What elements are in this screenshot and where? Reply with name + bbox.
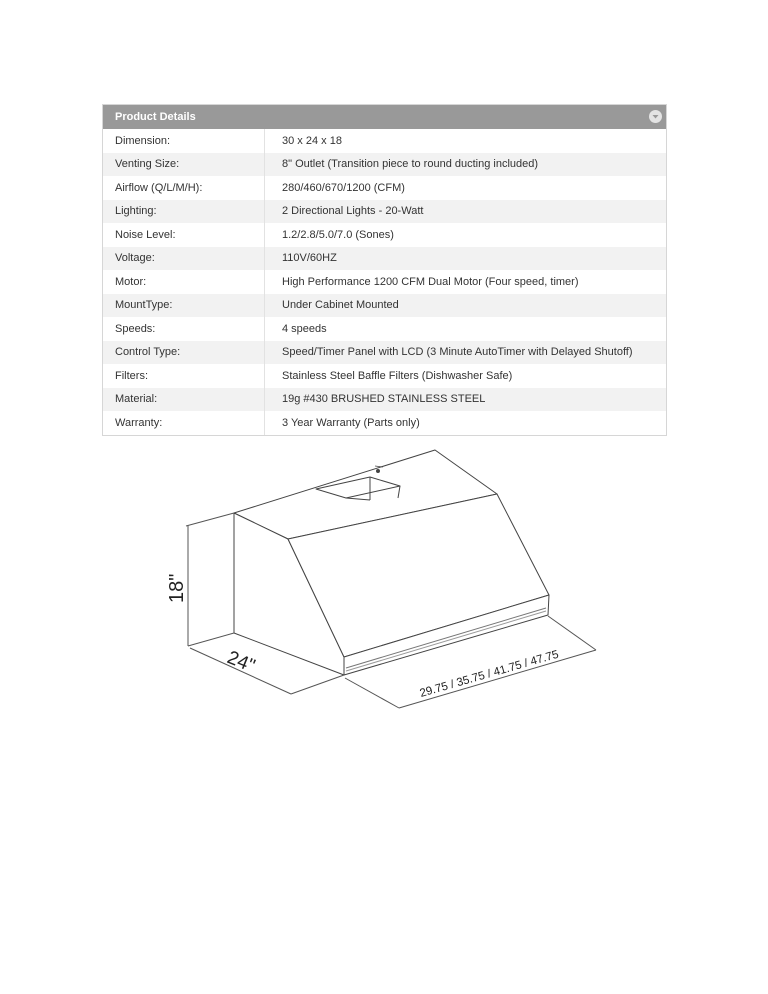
- row-value: 2 Directional Lights - 20-Watt: [282, 205, 424, 218]
- row-value: 110V/60HZ: [282, 252, 337, 265]
- row-label: Material:: [103, 388, 265, 412]
- table-row: [103, 223, 666, 247]
- row-value: High Performance 1200 CFM Dual Motor (Four speed, timer): [282, 275, 579, 288]
- row-label: Noise Level:: [103, 223, 265, 247]
- table-row: [103, 247, 666, 271]
- row-label: Airflow (Q/L/M/H):: [103, 176, 265, 200]
- collapse-toggle-icon[interactable]: [649, 110, 662, 123]
- depth-dimension-label: 24": [224, 647, 258, 678]
- table-row: [103, 153, 666, 177]
- row-value: 3 Year Warranty (Parts only): [282, 416, 420, 429]
- row-value: 19g #430 BRUSHED STAINLESS STEEL: [282, 393, 486, 406]
- table-row: [103, 200, 666, 224]
- table-row: [103, 388, 666, 412]
- row-value: 280/460/670/1200 (CFM): [282, 181, 405, 194]
- table-row: [103, 411, 666, 435]
- table-row: [103, 270, 666, 294]
- row-value: Under Cabinet Mounted: [282, 299, 399, 312]
- table-row: [103, 176, 666, 200]
- row-label: Dimension:: [103, 129, 265, 153]
- table-row: [103, 341, 666, 365]
- row-value: 8" Outlet (Transition piece to round ducting included): [282, 158, 539, 171]
- row-value: Stainless Steel Baffle Filters (Dishwasher Safe): [282, 369, 513, 382]
- details-table: [103, 129, 666, 435]
- range-hood-diagram: [150, 440, 610, 720]
- row-value: 4 speeds: [282, 322, 327, 335]
- row-value: 30 x 24 x 18: [282, 134, 342, 147]
- product-details-panel: [102, 104, 667, 436]
- row-label: Speeds:: [103, 317, 265, 341]
- row-label: Filters:: [103, 364, 265, 388]
- table-row: [103, 364, 666, 388]
- table-row: [103, 129, 666, 153]
- panel-title: Product Details: [115, 111, 196, 123]
- row-label: Venting Size:: [103, 153, 265, 177]
- row-label: MountType:: [103, 294, 265, 318]
- table-row: [103, 294, 666, 318]
- height-dimension-label: 18": [166, 573, 188, 603]
- row-label: Voltage:: [103, 247, 265, 271]
- table-row: [103, 317, 666, 341]
- row-label: Warranty:: [103, 411, 265, 435]
- row-label: Motor:: [103, 270, 265, 294]
- row-label: Lighting:: [103, 200, 265, 224]
- width-dimension-label: 29.75 / 35.75 / 41.75 / 47.75: [418, 648, 561, 700]
- row-label: Control Type:: [103, 341, 265, 365]
- row-value: Speed/Timer Panel with LCD (3 Minute AutoTimer with Delayed Shutoff): [282, 346, 633, 359]
- panel-header[interactable]: [103, 105, 666, 129]
- row-value: 1.2/2.8/5.0/7.0 (Sones): [282, 228, 394, 241]
